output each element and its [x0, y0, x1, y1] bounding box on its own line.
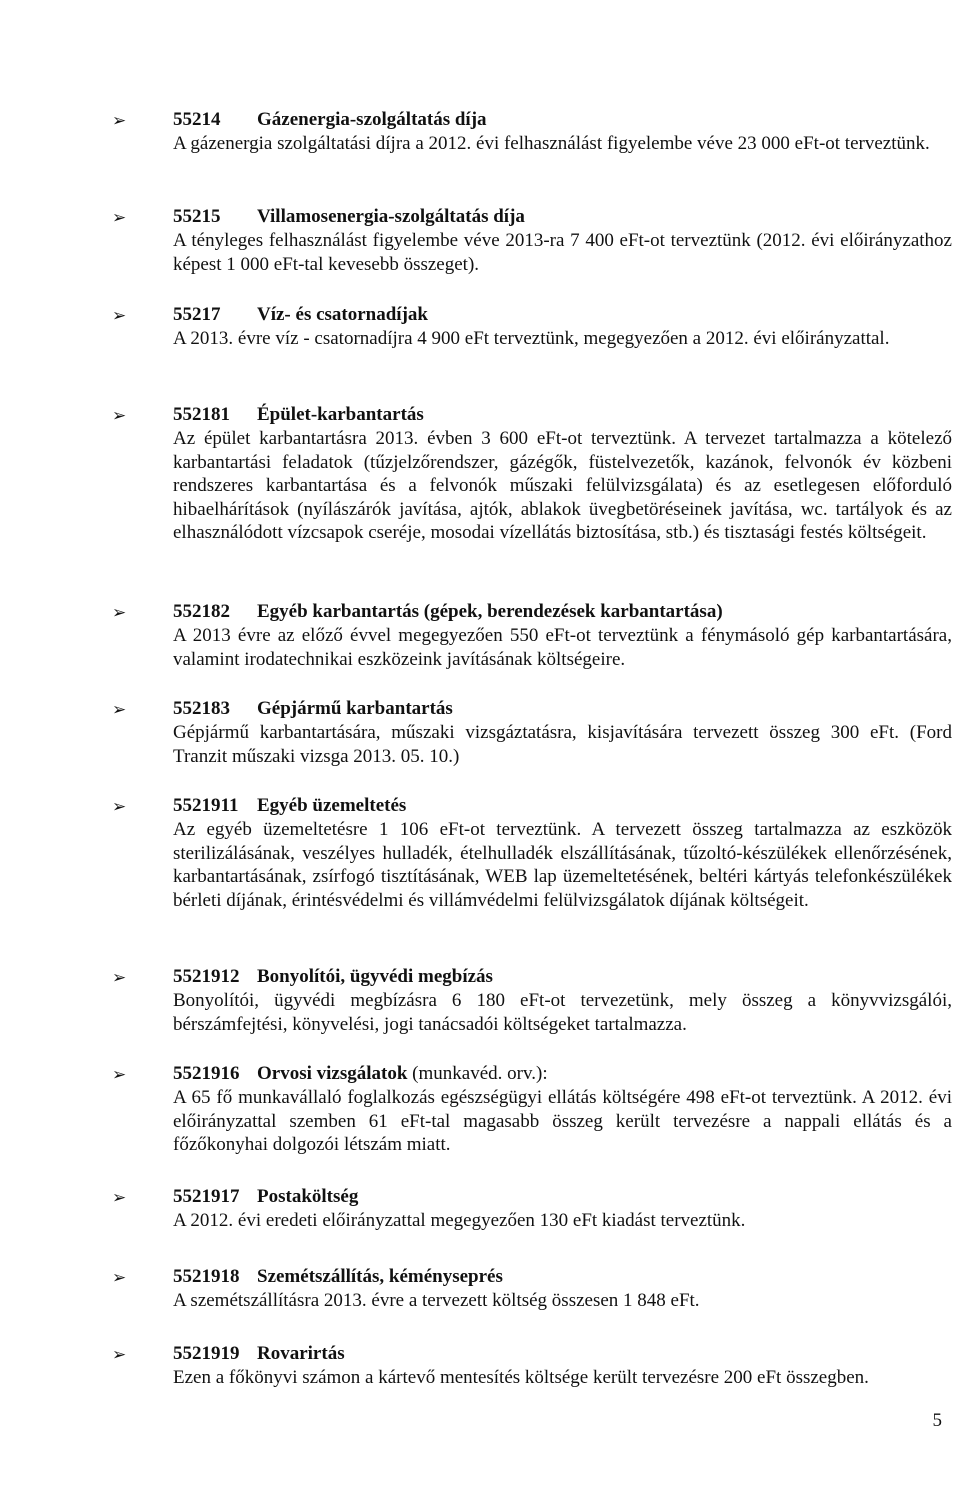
section-title: Szemétszállítás, kéményseprés — [257, 1266, 503, 1287]
section-text: A tényleges felhasználást figyelembe véve 2013-ra 7 400 eFt-ot terveztünk (2012. évi előirányzathoz képest 1 000 eFt-tal kevesebb összeget). — [173, 230, 952, 275]
section-55215 — [112, 205, 952, 276]
bullet-arrow-icon: ➢ — [112, 208, 127, 228]
section-title: Postaköltség — [257, 1186, 359, 1207]
section-text: A 2013. évre víz - csatornadíjra 4 900 eFt terveztünk, megegyezően a 2012. évi előirányzattal. — [173, 328, 890, 349]
section-heading — [173, 108, 952, 131]
section-5521912 — [112, 965, 952, 1036]
section-code: 5521916 — [173, 1063, 240, 1084]
section-text: Az egyéb üzemeltetésre 1 106 eFt-ot terveztünk. A tervezett összeg tartalmazza az eszközök sterilizálásának, veszélyes hulladék, ételhulladék elszállításának, tűzoltó-készülékek ellenőrzésének, karbantartásának, zsírfogó tisztításának, WEB lap üzemeltetésének, beltéri kártyás telefonkészülékek bérleti díjának, érintésvédelmi és villámvédelmi felülvizsgálatok díjának költségeit. — [173, 819, 952, 911]
section-title: Orvosi vizsgálatok — [257, 1063, 408, 1084]
section-code: 5521911 — [173, 795, 239, 816]
section-code: 552181 — [173, 404, 230, 425]
section-552181 — [112, 403, 952, 545]
bullet-arrow-icon: ➢ — [112, 797, 127, 817]
section-text: Ezen a főkönyvi számon a kártevő mentesítés költsége került tervezésre 200 eFt összegben. — [173, 1367, 869, 1388]
section-text: Az épület karbantartásra 2013. évben 3 600 eFt-ot terveztünk. A tervezet tartalmazza a kötelező karbantartási feladatok (tűzjelzőrendszer, gázégők, füstelvezetők, kazánok, felvonók év közbeni rendszeres karbantartása és a felvonók műszaki felülvizsgálata) és az esetlegesen előforduló hibaelhárítások (nyílászárók javítása, ajtók, ablakok üvegbetöréseinek javítása, wc. tartályok és az elhasználódott vízcsapok cseréje, mosodai vízellátás biztosítása, stb.) és tisztasági festés költségeit. — [173, 428, 952, 543]
bullet-arrow-icon: ➢ — [112, 1268, 127, 1288]
section-text: A szemétszállításra 2013. évre a tervezett költség összesen 1 848 eFt. — [173, 1290, 700, 1311]
section-code: 552182 — [173, 601, 230, 622]
section-text: A 65 fő munkavállaló foglalkozás egészségügyi ellátás költségére 498 eFt-ot terveztünk. A 2012. évi előirányzattal szemben 61 eFt-tal magasabb összeg került tervezésre a nappali ellátás és a főzőkonyhai dolgozói létszám miatt. — [173, 1087, 952, 1155]
section-title: Bonyolítói, ügyvédi megbízás — [257, 966, 493, 987]
section-code: 552183 — [173, 698, 230, 719]
section-title: Villamosenergia-szolgáltatás díja — [257, 206, 525, 227]
section-heading — [173, 303, 952, 326]
section-title-extra: (munkavéd. orv.): — [412, 1063, 548, 1084]
section-heading — [173, 205, 952, 228]
bullet-arrow-icon: ➢ — [112, 306, 127, 326]
bullet-arrow-icon: ➢ — [112, 1188, 127, 1208]
section-heading — [173, 1342, 952, 1365]
section-heading — [173, 794, 952, 817]
bullet-arrow-icon: ➢ — [112, 968, 127, 988]
section-title: Egyéb üzemeltetés — [257, 795, 407, 816]
section-title: Rovarirtás — [257, 1343, 345, 1364]
section-text: A 2012. évi eredeti előirányzattal megegyezően 130 eFt kiadást terveztünk. — [173, 1210, 746, 1231]
section-code: 5521917 — [173, 1186, 240, 1207]
section-552183 — [112, 697, 952, 768]
section-5521916 — [112, 1062, 952, 1157]
section-text: A gázenergia szolgáltatási díjra a 2012. évi felhasználást figyelembe véve 23 000 eFt-ot terveztünk. — [173, 133, 930, 154]
section-heading — [173, 965, 952, 988]
section-text: Bonyolítói, ügyvédi megbízásra 6 180 eFt-ot tervezetünk, mely összeg a könyvvizsgálói, bérszámfejtési, könyvelési, jogi tanácsadói költségeket tartalmazza. — [173, 990, 952, 1035]
section-heading — [173, 1185, 952, 1208]
page-number: 5 — [932, 1410, 942, 1431]
section-55214 — [112, 108, 952, 156]
section-heading — [173, 697, 952, 720]
section-code: 5521912 — [173, 966, 240, 987]
section-title: Egyéb karbantartás (gépek, berendezések karbantartása) — [257, 601, 723, 622]
section-code: 5521918 — [173, 1266, 240, 1287]
section-heading — [173, 403, 952, 426]
bullet-arrow-icon: ➢ — [112, 700, 127, 720]
section-title: Gázenergia-szolgáltatás díja — [257, 109, 487, 130]
section-code: 55214 — [173, 109, 221, 130]
section-text: Gépjármű karbantartására, műszaki vizsgáztatásra, kisjavítására tervezett összeg 300 eFt. (Ford Tranzit műszaki vizsga 2013. 05. 10.) — [173, 722, 952, 767]
bullet-arrow-icon: ➢ — [112, 1345, 127, 1365]
section-title: Épület-karbantartás — [257, 404, 424, 425]
section-code: 55215 — [173, 206, 221, 227]
section-5521917 — [112, 1185, 952, 1233]
section-code: 55217 — [173, 304, 221, 325]
section-heading — [173, 1062, 952, 1085]
section-title: Gépjármű karbantartás — [257, 698, 453, 719]
section-text: A 2013 évre az előző évvel megegyezően 550 eFt-ot terveztünk a fénymásoló gép karbantartására, valamint irodatechnikai eszközeink javításának költségeire. — [173, 625, 952, 670]
section-55217 — [112, 303, 952, 351]
bullet-arrow-icon: ➢ — [112, 1065, 127, 1085]
bullet-arrow-icon: ➢ — [112, 111, 127, 131]
bullet-arrow-icon: ➢ — [112, 603, 127, 623]
section-heading — [173, 600, 952, 623]
section-5521918 — [112, 1265, 952, 1313]
section-5521919 — [112, 1342, 952, 1390]
section-552182 — [112, 600, 952, 671]
bullet-arrow-icon: ➢ — [112, 406, 127, 426]
section-heading — [173, 1265, 952, 1288]
section-5521911 — [112, 794, 952, 912]
section-title: Víz- és csatornadíjak — [257, 304, 428, 325]
section-code: 5521919 — [173, 1343, 240, 1364]
